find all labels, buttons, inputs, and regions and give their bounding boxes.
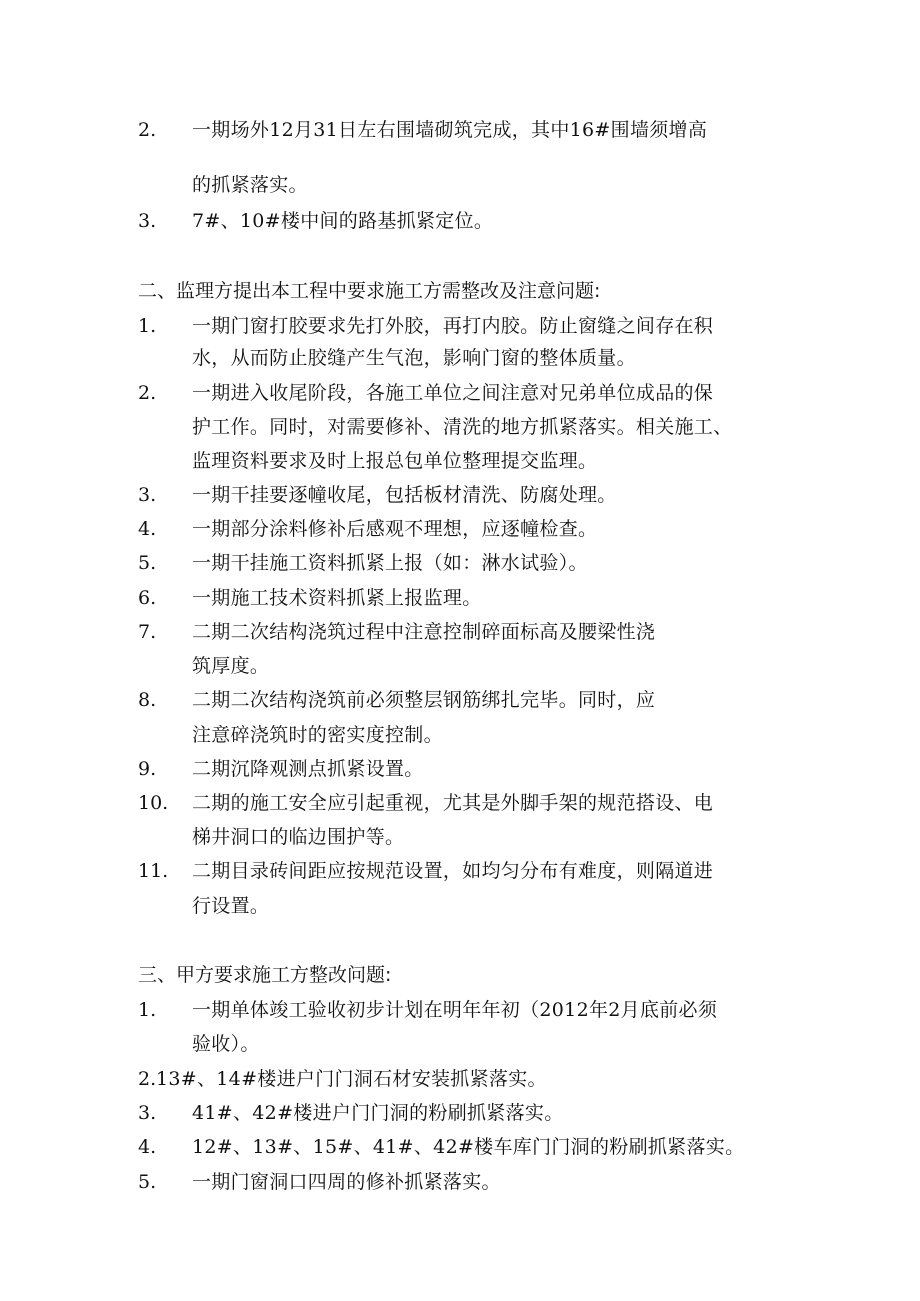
item-text: 一期干挂要逐幢收尾，包括板材清洗、防腐处理。 — [192, 484, 617, 506]
section-heading: 三、甲方要求施工方整改问题: — [138, 964, 392, 986]
item-number: 2. — [138, 1068, 157, 1090]
item-text: 验收）。 — [192, 1033, 260, 1055]
item-number: 5. — [138, 552, 157, 574]
item-number: 6. — [138, 587, 157, 609]
item-text: 一期施工技术资料抓紧上报监理。 — [192, 587, 482, 609]
item-text: 二期沉降观测点抓紧设置。 — [192, 758, 424, 780]
item-text: 的抓紧落实。 — [192, 174, 308, 196]
item-number: 4. — [138, 1136, 157, 1158]
item-text: 13#、14#楼进户门门洞石材安装抓紧落实。 — [156, 1068, 547, 1090]
item-number: 8. — [138, 689, 157, 711]
item-text: 一期干挂施工资料抓紧上报（如：淋水试验）。 — [192, 552, 588, 574]
item-text: 监理资料要求及时上报总包单位整理提交监理。 — [192, 450, 598, 472]
item-text: 12#、13#、15#、41#、42#楼车库门门洞的粉刷抓紧落实。 — [192, 1136, 745, 1158]
item-number: 3. — [138, 1102, 157, 1124]
item-text: 二期的施工安全应引起重视，尤其是外脚手架的规范搭设、电 — [192, 792, 714, 814]
item-number: 5. — [138, 1171, 157, 1193]
item-text: 梯井洞口的临边围护等。 — [192, 826, 405, 848]
item-text: 7#、10#楼中间的路基抓紧定位。 — [192, 210, 494, 232]
item-number: 1. — [138, 315, 157, 337]
item-text: 41#、42#楼进户门门洞的粉刷抓紧落实。 — [192, 1102, 564, 1124]
item-number: 2. — [138, 119, 157, 141]
item-number: 2. — [138, 382, 157, 404]
item-number: 3. — [138, 210, 157, 232]
item-text: 水，从而防止胶缝产生气泡，影响门窗的整体质量。 — [192, 347, 636, 369]
item-text: 一期门窗打胶要求先打外胶，再打内胶。防止窗缝之间存在积 — [192, 315, 714, 337]
item-number: 9. — [138, 758, 157, 780]
item-number: 3. — [138, 484, 157, 506]
item-number: 11. — [138, 860, 169, 882]
item-text: 护工作。同时，对需要修补、清洗的地方抓紧落实。相关施工、 — [192, 416, 733, 438]
item-number: 1. — [138, 999, 157, 1021]
item-text: 一期门窗洞口四周的修补抓紧落实。 — [192, 1171, 501, 1193]
item-text: 二期目录砖间距应按规范设置，如均匀分布有难度，则隔道进 — [192, 860, 714, 882]
item-text: 一期场外12月31日左右围墙砌筑完成，其中16#围墙须增高 — [192, 119, 708, 141]
item-number: 7. — [138, 621, 157, 643]
item-number: 10. — [138, 792, 169, 814]
item-text: 一期进入收尾阶段，各施工单位之间注意对兄弟单位成品的保 — [192, 382, 714, 404]
item-number: 4. — [138, 518, 157, 540]
item-text: 注意碎浇筑时的密实度控制。 — [192, 724, 443, 746]
item-text: 二期二次结构浇筑前必须整层钢筋绑扎完毕。同时，应 — [192, 689, 656, 711]
item-text: 筑厚度。 — [192, 655, 270, 677]
item-text: 一期单体竣工验收初步计划在明年年初（2012年2月底前必须 — [192, 999, 718, 1021]
section-heading: 二、监理方提出本工程中要求施工方需整改及注意问题: — [138, 280, 601, 302]
item-text: 二期二次结构浇筑过程中注意控制碎面标高及腰梁性浇 — [192, 621, 656, 643]
item-text: 行设置。 — [192, 895, 270, 917]
item-text: 一期部分涂料修补后感观不理想，应逐幢检查。 — [192, 518, 598, 540]
